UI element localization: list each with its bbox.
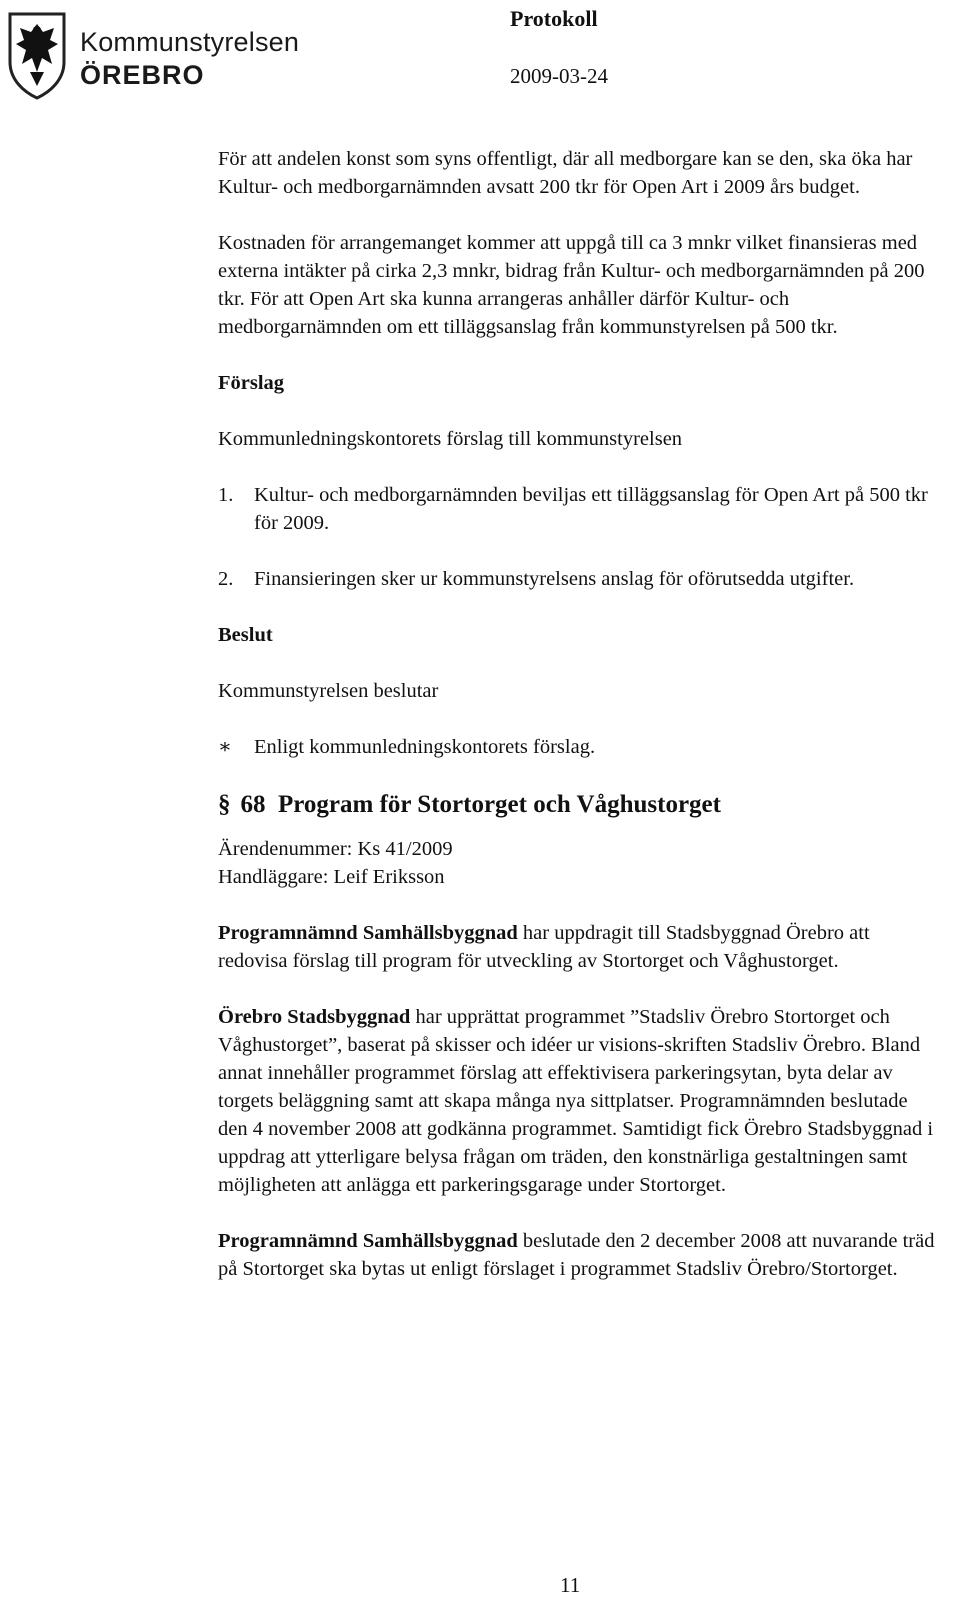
section-title [218, 789, 936, 821]
proposal-list [218, 481, 936, 593]
proposal-item [218, 565, 936, 593]
forslag-subheading: Kommunledningskontorets förslag till kommunstyrelsen [218, 428, 683, 450]
case-handler: Handläggare: Leif Eriksson [218, 866, 445, 888]
page-number: 11 [560, 1573, 581, 1597]
case-number: Ärendenummer: Ks 41/2009 [218, 838, 453, 860]
paragraph-program-text: har upprättat programmet ”Stadsliv Örebro Stortorget och Våghustorget”, baserat på skisser och idéer ur visions-skriften Stadsliv Örebro. Bland annat innehåller programmet förslag att effektivisera parkeringsytan, byta delar av torgets beläggning samt att skapa många nya sittplatser. Programnämnden beslutade den 4 november 2008 att godkänna programmet. Samtidigt fick Örebro Stadsbyggnad i uppdrag att ytterligare belysa frågan om träden, den konstnärliga gestaltningen samt möjligheten att anlägga ett parkeringsgarage under Stortorget. [218, 1006, 934, 1196]
paragraph-cost: Kostnaden för arrangemanget kommer att uppgå till ca 3 mnkr vilket finansieras med externa intäkter på cirka 2,3 mnkr, bidrag från Kultur- och medborgarnämnden på 200 tkr. För att Open Art ska kunna arrangeras anhåller därför Kultur- och medborgarnämnden om ett tilläggsanslag från kommunstyrelsen på 500 tkr. [218, 232, 925, 338]
section-number: 68 [240, 791, 266, 818]
logo-org-name: Kommunstyrelsen [80, 27, 300, 57]
paragraph-trees-text: beslutade den 2 december 2008 att nuvarande träd på Stortorget ska bytas ut enligt förslaget i programmet Stadsliv Örebro/Stortorget. [218, 1230, 935, 1280]
beslut-subheading: Kommunstyrelsen beslutar [218, 680, 439, 702]
document-date: 2009-03-24 [510, 64, 608, 88]
proposal-item [218, 481, 936, 537]
paragraph-assignment-subject: Programnämnd Samhällsbyggnad [218, 922, 518, 944]
paragraph-assignment-text: har uppdragit till Stadsbyggnad Örebro att redovisa förslag till program för utveckling av Stortorget och Våghustorget. [218, 922, 870, 972]
logo-city-name: ÖREBRO [80, 60, 205, 90]
case-meta [218, 835, 936, 891]
paragraph-program-subject: Örebro Stadsbyggnad [218, 1006, 411, 1028]
proposal-number: 1. [218, 484, 234, 506]
decision-text: Enligt kommunledningskontorets förslag. [254, 736, 596, 758]
logo [4, 10, 304, 100]
paragraph-program [218, 1003, 936, 1199]
proposal-number: 2. [218, 568, 234, 590]
document-type: Protokoll [510, 6, 598, 31]
decision-item [218, 733, 936, 761]
beslut-heading: Beslut [218, 624, 273, 646]
logo-text [80, 26, 299, 92]
asterisk-icon: ∗ [218, 736, 232, 758]
proposal-text: Kultur- och medborgarnämnden beviljas ett tilläggsanslag för Open Art på 500 tkr för 2009. [254, 484, 928, 534]
proposal-text: Finansieringen sker ur kommunstyrelsens anslag för oförutsedda utgifter. [254, 568, 855, 590]
paragraph-trees-decision [218, 1227, 936, 1283]
section-sign: § [218, 791, 231, 818]
page-header [0, 0, 960, 110]
orebro-coat-of-arms-icon [4, 10, 70, 100]
paragraph-trees-subject: Programnämnd Samhällsbyggnad [218, 1230, 518, 1252]
paragraph-assignment [218, 919, 936, 975]
paragraph-open-art-budget: För att andelen konst som syns offentligt, där all medborgare kan se den, ska öka har Kultur- och medborgarnämnden avsatt 200 tkr för Open Art i 2009 års budget. [218, 148, 913, 198]
document-body [218, 145, 936, 1311]
section-heading: Program för Stortorget och Våghustorget [278, 791, 721, 818]
forslag-heading: Förslag [218, 372, 285, 394]
